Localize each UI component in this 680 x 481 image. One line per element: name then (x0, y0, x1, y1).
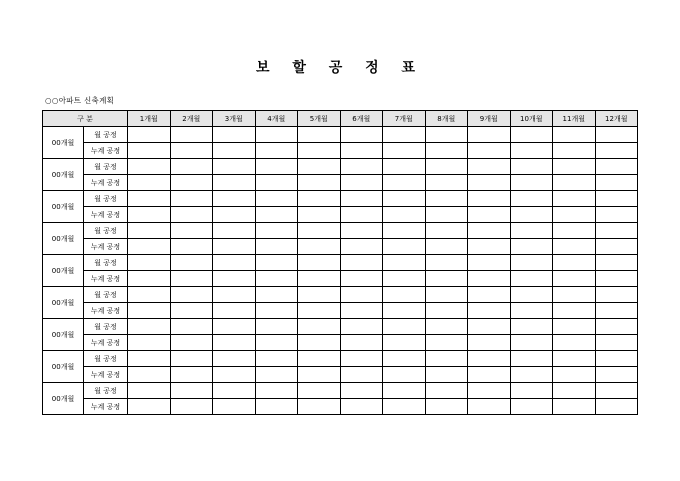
cumulative-progress-cell[interactable] (213, 143, 256, 159)
cumulative-progress-cell[interactable] (298, 271, 341, 287)
monthly-progress-cell[interactable] (340, 191, 383, 207)
monthly-progress-cell[interactable] (213, 383, 256, 399)
monthly-progress-cell[interactable] (213, 127, 256, 143)
cumulative-progress-cell[interactable] (340, 207, 383, 223)
cumulative-progress-cell[interactable] (255, 175, 298, 191)
monthly-progress-label: 월 공정 (84, 159, 128, 175)
monthly-progress-cell[interactable] (340, 159, 383, 175)
monthly-progress-cell[interactable] (595, 127, 638, 143)
monthly-progress-cell[interactable] (510, 383, 553, 399)
monthly-progress-cell[interactable] (595, 351, 638, 367)
monthly-progress-label: 월 공정 (84, 191, 128, 207)
monthly-progress-cell[interactable] (595, 319, 638, 335)
cumulative-progress-cell[interactable] (553, 399, 596, 415)
table-header-row (43, 111, 638, 127)
cumulative-progress-cell[interactable] (468, 399, 511, 415)
cumulative-progress-cell[interactable] (468, 207, 511, 223)
cumulative-progress-cell[interactable] (425, 303, 468, 319)
cumulative-progress-cell[interactable] (213, 271, 256, 287)
monthly-progress-label: 월 공정 (84, 351, 128, 367)
table-row (43, 303, 638, 319)
monthly-progress-cell[interactable] (595, 223, 638, 239)
cumulative-progress-label: 누계 공정 (84, 303, 128, 319)
month-header: 3개월 (213, 111, 256, 127)
table-row (43, 255, 638, 271)
monthly-progress-cell[interactable] (213, 319, 256, 335)
cumulative-progress-cell[interactable] (595, 399, 638, 415)
cumulative-progress-cell[interactable] (510, 399, 553, 415)
cumulative-progress-cell[interactable] (553, 303, 596, 319)
cumulative-progress-cell[interactable] (383, 367, 426, 383)
monthly-progress-cell[interactable] (170, 255, 213, 271)
monthly-progress-cell[interactable] (510, 319, 553, 335)
monthly-progress-cell[interactable] (425, 383, 468, 399)
cumulative-progress-cell[interactable] (553, 175, 596, 191)
cumulative-progress-cell[interactable] (213, 207, 256, 223)
cumulative-progress-cell[interactable] (340, 271, 383, 287)
cumulative-progress-cell[interactable] (383, 207, 426, 223)
cumulative-progress-cell[interactable] (298, 239, 341, 255)
cumulative-progress-cell[interactable] (255, 399, 298, 415)
monthly-progress-label: 월 공정 (84, 127, 128, 143)
month-header: 1개월 (128, 111, 171, 127)
monthly-progress-label: 월 공정 (84, 319, 128, 335)
cumulative-progress-cell[interactable] (553, 335, 596, 351)
cumulative-progress-cell[interactable] (128, 143, 171, 159)
month-header: 2개월 (170, 111, 213, 127)
cumulative-progress-cell[interactable] (595, 239, 638, 255)
cumulative-progress-cell[interactable] (213, 239, 256, 255)
monthly-progress-cell[interactable] (128, 223, 171, 239)
monthly-progress-cell[interactable] (425, 191, 468, 207)
monthly-progress-cell[interactable] (468, 127, 511, 143)
cumulative-progress-cell[interactable] (213, 367, 256, 383)
monthly-progress-cell[interactable] (128, 127, 171, 143)
period-label: 00개월 (43, 319, 84, 351)
monthly-progress-cell[interactable] (298, 383, 341, 399)
cumulative-progress-cell[interactable] (255, 239, 298, 255)
cumulative-progress-cell[interactable] (468, 239, 511, 255)
monthly-progress-cell[interactable] (298, 255, 341, 271)
monthly-progress-cell[interactable] (383, 223, 426, 239)
month-header: 11개월 (553, 111, 596, 127)
monthly-progress-cell[interactable] (255, 127, 298, 143)
monthly-progress-cell[interactable] (170, 287, 213, 303)
monthly-progress-cell[interactable] (595, 287, 638, 303)
cumulative-progress-cell[interactable] (425, 239, 468, 255)
cumulative-progress-cell[interactable] (170, 367, 213, 383)
monthly-progress-cell[interactable] (468, 287, 511, 303)
cumulative-progress-cell[interactable] (255, 335, 298, 351)
cumulative-progress-cell[interactable] (298, 335, 341, 351)
cumulative-progress-cell[interactable] (170, 399, 213, 415)
cumulative-progress-cell[interactable] (383, 239, 426, 255)
cumulative-progress-cell[interactable] (553, 367, 596, 383)
cumulative-progress-cell[interactable] (468, 175, 511, 191)
monthly-progress-cell[interactable] (510, 159, 553, 175)
monthly-progress-cell[interactable] (425, 255, 468, 271)
monthly-progress-cell[interactable] (128, 191, 171, 207)
monthly-progress-cell[interactable] (213, 351, 256, 367)
cumulative-progress-cell[interactable] (213, 175, 256, 191)
cumulative-progress-cell[interactable] (553, 143, 596, 159)
cumulative-progress-cell[interactable] (340, 399, 383, 415)
cumulative-progress-cell[interactable] (128, 239, 171, 255)
cumulative-progress-cell[interactable] (510, 239, 553, 255)
monthly-progress-cell[interactable] (128, 319, 171, 335)
cumulative-progress-cell[interactable] (595, 367, 638, 383)
monthly-progress-cell[interactable] (595, 191, 638, 207)
monthly-progress-cell[interactable] (553, 159, 596, 175)
monthly-progress-cell[interactable] (170, 383, 213, 399)
table-row (43, 175, 638, 191)
monthly-progress-cell[interactable] (553, 287, 596, 303)
cumulative-progress-cell[interactable] (255, 367, 298, 383)
cumulative-progress-cell[interactable] (255, 207, 298, 223)
monthly-progress-cell[interactable] (553, 223, 596, 239)
monthly-progress-cell[interactable] (468, 159, 511, 175)
cumulative-progress-cell[interactable] (595, 271, 638, 287)
cumulative-progress-cell[interactable] (128, 399, 171, 415)
monthly-progress-cell[interactable] (128, 351, 171, 367)
monthly-progress-cell[interactable] (128, 383, 171, 399)
monthly-progress-cell[interactable] (595, 255, 638, 271)
cumulative-progress-cell[interactable] (425, 367, 468, 383)
monthly-progress-cell[interactable] (128, 255, 171, 271)
monthly-progress-cell[interactable] (298, 319, 341, 335)
cumulative-progress-cell[interactable] (510, 303, 553, 319)
cumulative-progress-cell[interactable] (298, 207, 341, 223)
monthly-progress-label: 월 공정 (84, 287, 128, 303)
cumulative-progress-cell[interactable] (425, 399, 468, 415)
cumulative-progress-cell[interactable] (298, 367, 341, 383)
monthly-progress-cell[interactable] (553, 383, 596, 399)
monthly-progress-cell[interactable] (340, 351, 383, 367)
cumulative-progress-cell[interactable] (340, 175, 383, 191)
monthly-progress-cell[interactable] (298, 159, 341, 175)
cumulative-progress-cell[interactable] (383, 399, 426, 415)
monthly-progress-cell[interactable] (255, 351, 298, 367)
monthly-progress-cell[interactable] (255, 159, 298, 175)
monthly-progress-cell[interactable] (425, 159, 468, 175)
monthly-progress-cell[interactable] (425, 223, 468, 239)
cumulative-progress-cell[interactable] (553, 239, 596, 255)
monthly-progress-cell[interactable] (383, 127, 426, 143)
cumulative-progress-cell[interactable] (383, 271, 426, 287)
monthly-progress-cell[interactable] (255, 223, 298, 239)
cumulative-progress-cell[interactable] (170, 303, 213, 319)
monthly-progress-cell[interactable] (255, 255, 298, 271)
monthly-progress-cell[interactable] (340, 255, 383, 271)
cumulative-progress-cell[interactable] (298, 175, 341, 191)
cumulative-progress-cell[interactable] (595, 335, 638, 351)
page-title: 보 할 공 정 표 (255, 60, 425, 76)
cumulative-progress-cell[interactable] (595, 175, 638, 191)
monthly-progress-cell[interactable] (213, 287, 256, 303)
period-label: 00개월 (43, 351, 84, 383)
cumulative-progress-cell[interactable] (298, 143, 341, 159)
cumulative-progress-cell[interactable] (510, 335, 553, 351)
monthly-progress-cell[interactable] (298, 287, 341, 303)
cumulative-progress-cell[interactable] (383, 175, 426, 191)
table-row (43, 223, 638, 239)
cumulative-progress-cell[interactable] (170, 335, 213, 351)
cumulative-progress-cell[interactable] (425, 335, 468, 351)
cumulative-progress-cell[interactable] (213, 335, 256, 351)
cumulative-progress-label: 누계 공정 (84, 367, 128, 383)
monthly-progress-cell[interactable] (128, 287, 171, 303)
cumulative-progress-cell[interactable] (170, 143, 213, 159)
month-header: 7개월 (383, 111, 426, 127)
cumulative-progress-cell[interactable] (468, 271, 511, 287)
cumulative-progress-cell[interactable] (255, 271, 298, 287)
period-label: 00개월 (43, 159, 84, 191)
monthly-progress-cell[interactable] (213, 223, 256, 239)
cumulative-progress-cell[interactable] (340, 143, 383, 159)
project-subtitle: ○○아파트 신축계획 (45, 96, 115, 105)
table-row (43, 287, 638, 303)
month-header: 5개월 (298, 111, 341, 127)
month-header: 4개월 (255, 111, 298, 127)
monthly-progress-cell[interactable] (510, 255, 553, 271)
period-label: 00개월 (43, 191, 84, 223)
monthly-progress-cell[interactable] (510, 287, 553, 303)
monthly-progress-cell[interactable] (425, 287, 468, 303)
table-row (43, 239, 638, 255)
monthly-progress-cell[interactable] (298, 127, 341, 143)
cumulative-progress-cell[interactable] (510, 367, 553, 383)
cumulative-progress-cell[interactable] (298, 303, 341, 319)
period-label: 00개월 (43, 127, 84, 159)
cumulative-progress-cell[interactable] (468, 367, 511, 383)
table-row (43, 191, 638, 207)
table-row (43, 351, 638, 367)
monthly-progress-cell[interactable] (383, 159, 426, 175)
cumulative-progress-label: 누계 공정 (84, 239, 128, 255)
monthly-progress-cell[interactable] (170, 127, 213, 143)
cumulative-progress-label: 누계 공정 (84, 399, 128, 415)
monthly-progress-cell[interactable] (340, 383, 383, 399)
monthly-progress-cell[interactable] (553, 255, 596, 271)
cumulative-progress-cell[interactable] (128, 303, 171, 319)
monthly-progress-cell[interactable] (510, 191, 553, 207)
monthly-progress-cell[interactable] (170, 159, 213, 175)
cumulative-progress-cell[interactable] (425, 175, 468, 191)
monthly-progress-cell[interactable] (298, 191, 341, 207)
monthly-progress-cell[interactable] (468, 191, 511, 207)
cumulative-progress-cell[interactable] (340, 367, 383, 383)
monthly-progress-cell[interactable] (383, 255, 426, 271)
cumulative-progress-cell[interactable] (128, 271, 171, 287)
cumulative-progress-cell[interactable] (553, 207, 596, 223)
monthly-progress-cell[interactable] (383, 319, 426, 335)
table-body (43, 127, 638, 415)
monthly-progress-cell[interactable] (298, 223, 341, 239)
period-label: 00개월 (43, 255, 84, 287)
monthly-progress-cell[interactable] (595, 159, 638, 175)
monthly-progress-cell[interactable] (213, 255, 256, 271)
cumulative-progress-cell[interactable] (425, 271, 468, 287)
monthly-progress-cell[interactable] (255, 191, 298, 207)
cumulative-progress-cell[interactable] (128, 367, 171, 383)
monthly-progress-cell[interactable] (553, 191, 596, 207)
cumulative-progress-cell[interactable] (383, 143, 426, 159)
cumulative-progress-cell[interactable] (425, 207, 468, 223)
cumulative-progress-cell[interactable] (340, 303, 383, 319)
month-header: 12개월 (595, 111, 638, 127)
table-row (43, 367, 638, 383)
monthly-progress-cell[interactable] (468, 383, 511, 399)
table-row (43, 127, 638, 143)
table-row (43, 143, 638, 159)
monthly-progress-label: 월 공정 (84, 223, 128, 239)
cumulative-progress-label: 누계 공정 (84, 175, 128, 191)
cumulative-progress-cell[interactable] (425, 143, 468, 159)
cumulative-progress-cell[interactable] (468, 143, 511, 159)
monthly-progress-cell[interactable] (553, 351, 596, 367)
cumulative-progress-cell[interactable] (128, 175, 171, 191)
monthly-progress-cell[interactable] (510, 351, 553, 367)
cumulative-progress-cell[interactable] (170, 207, 213, 223)
cumulative-progress-cell[interactable] (553, 271, 596, 287)
monthly-progress-cell[interactable] (468, 319, 511, 335)
cumulative-progress-label: 누계 공정 (84, 143, 128, 159)
cumulative-progress-cell[interactable] (595, 207, 638, 223)
period-label: 00개월 (43, 383, 84, 415)
monthly-progress-cell[interactable] (340, 223, 383, 239)
cumulative-progress-cell[interactable] (510, 143, 553, 159)
cumulative-progress-cell[interactable] (595, 143, 638, 159)
month-header: 9개월 (468, 111, 511, 127)
monthly-progress-cell[interactable] (255, 319, 298, 335)
cumulative-progress-cell[interactable] (128, 207, 171, 223)
monthly-progress-cell[interactable] (170, 191, 213, 207)
monthly-progress-cell[interactable] (468, 351, 511, 367)
monthly-progress-cell[interactable] (383, 191, 426, 207)
cumulative-progress-cell[interactable] (468, 335, 511, 351)
cumulative-progress-label: 누계 공정 (84, 207, 128, 223)
cumulative-progress-cell[interactable] (510, 271, 553, 287)
monthly-progress-cell[interactable] (298, 351, 341, 367)
monthly-progress-cell[interactable] (340, 287, 383, 303)
monthly-progress-cell[interactable] (170, 319, 213, 335)
monthly-progress-cell[interactable] (553, 319, 596, 335)
cumulative-progress-cell[interactable] (170, 271, 213, 287)
monthly-progress-cell[interactable] (425, 319, 468, 335)
cumulative-progress-cell[interactable] (340, 239, 383, 255)
cumulative-progress-label: 누계 공정 (84, 335, 128, 351)
cumulative-progress-cell[interactable] (170, 175, 213, 191)
cumulative-progress-label: 누계 공정 (84, 271, 128, 287)
period-label: 00개월 (43, 223, 84, 255)
monthly-progress-cell[interactable] (213, 191, 256, 207)
cumulative-progress-cell[interactable] (298, 399, 341, 415)
monthly-progress-cell[interactable] (340, 319, 383, 335)
month-header: 10개월 (510, 111, 553, 127)
monthly-progress-label: 월 공정 (84, 383, 128, 399)
monthly-progress-cell[interactable] (468, 223, 511, 239)
table-row (43, 383, 638, 399)
table-row (43, 159, 638, 175)
monthly-progress-cell[interactable] (553, 127, 596, 143)
period-label: 00개월 (43, 287, 84, 319)
monthly-progress-cell[interactable] (425, 351, 468, 367)
monthly-progress-cell[interactable] (170, 351, 213, 367)
table-row (43, 335, 638, 351)
monthly-progress-cell[interactable] (213, 159, 256, 175)
table-row (43, 207, 638, 223)
monthly-progress-cell[interactable] (170, 223, 213, 239)
monthly-progress-cell[interactable] (383, 351, 426, 367)
monthly-progress-cell[interactable] (128, 159, 171, 175)
monthly-progress-cell[interactable] (425, 127, 468, 143)
cumulative-progress-cell[interactable] (340, 335, 383, 351)
progress-schedule-table (42, 110, 638, 415)
month-header: 6개월 (340, 111, 383, 127)
monthly-progress-cell[interactable] (255, 287, 298, 303)
monthly-progress-cell[interactable] (510, 127, 553, 143)
cumulative-progress-cell[interactable] (510, 175, 553, 191)
cumulative-progress-cell[interactable] (383, 303, 426, 319)
cumulative-progress-cell[interactable] (510, 207, 553, 223)
cumulative-progress-cell[interactable] (468, 303, 511, 319)
cumulative-progress-cell[interactable] (213, 399, 256, 415)
monthly-progress-cell[interactable] (255, 383, 298, 399)
cumulative-progress-cell[interactable] (595, 303, 638, 319)
cumulative-progress-cell[interactable] (128, 335, 171, 351)
cumulative-progress-cell[interactable] (255, 303, 298, 319)
table-row (43, 271, 638, 287)
cumulative-progress-cell[interactable] (170, 239, 213, 255)
monthly-progress-label: 월 공정 (84, 255, 128, 271)
monthly-progress-cell[interactable] (468, 255, 511, 271)
month-header: 8개월 (425, 111, 468, 127)
monthly-progress-cell[interactable] (510, 223, 553, 239)
cumulative-progress-cell[interactable] (383, 335, 426, 351)
monthly-progress-cell[interactable] (595, 383, 638, 399)
table-row (43, 399, 638, 415)
category-header: 구 분 (43, 111, 128, 127)
monthly-progress-cell[interactable] (340, 127, 383, 143)
cumulative-progress-cell[interactable] (255, 143, 298, 159)
table-row (43, 319, 638, 335)
monthly-progress-cell[interactable] (383, 287, 426, 303)
monthly-progress-cell[interactable] (383, 383, 426, 399)
cumulative-progress-cell[interactable] (213, 303, 256, 319)
